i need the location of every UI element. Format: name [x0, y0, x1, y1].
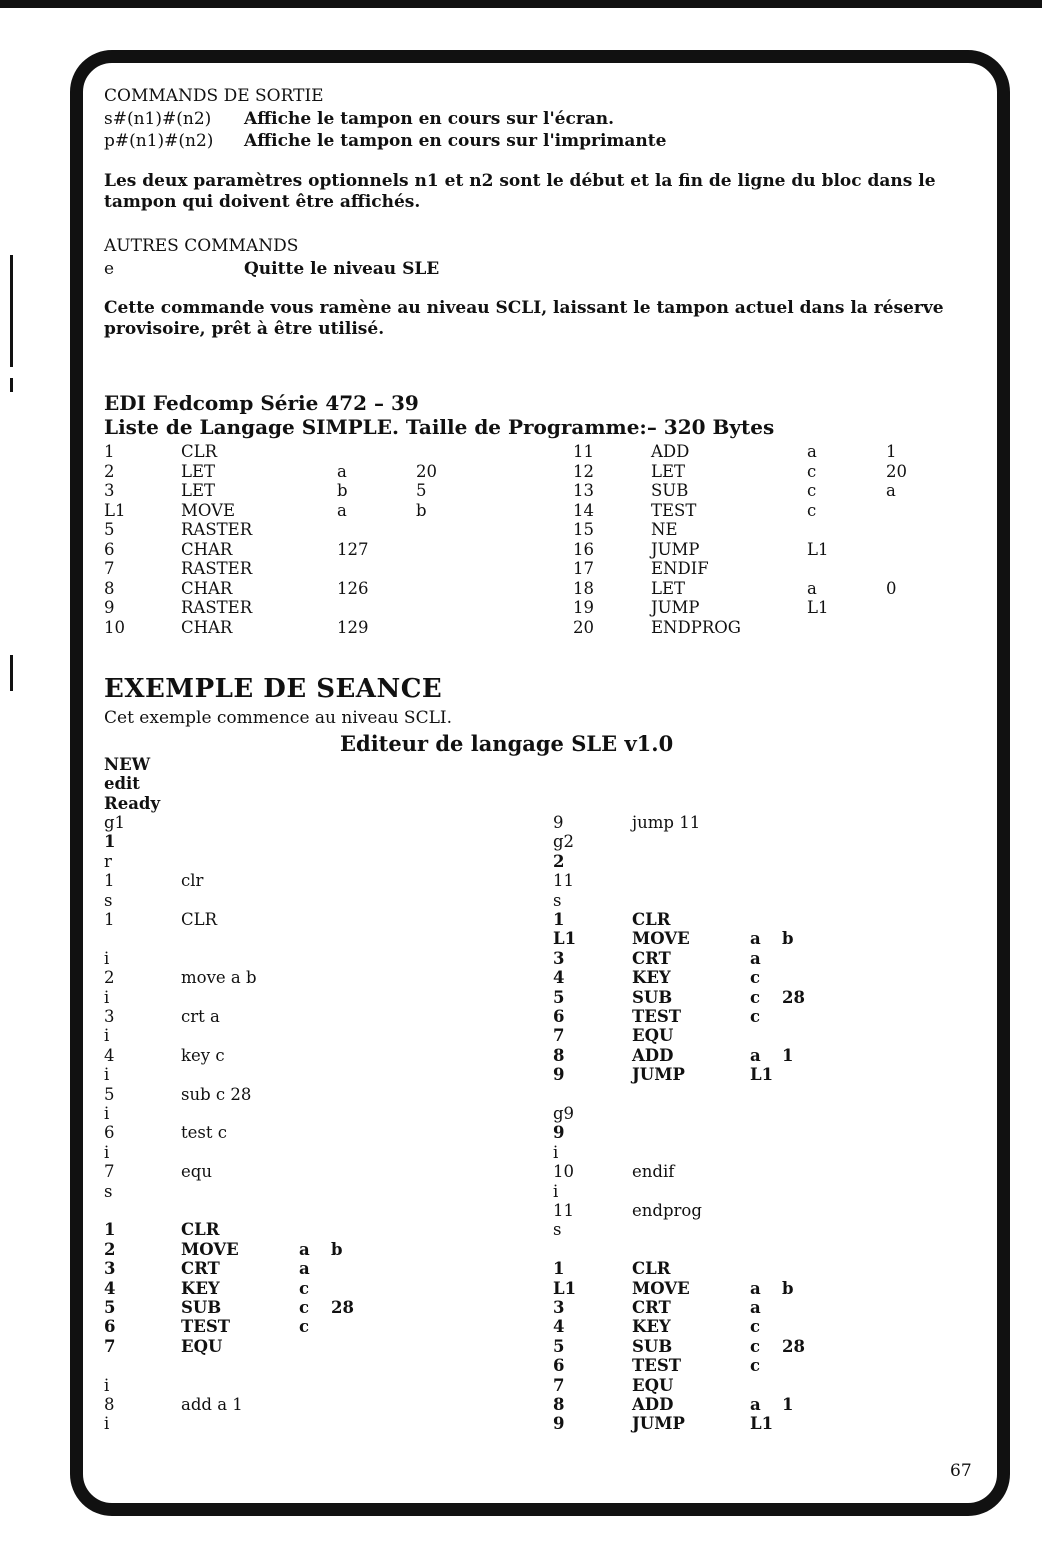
table-cell: a — [299, 1239, 310, 1259]
table-cell: c — [750, 987, 761, 1007]
command-code: p#(n1)#(n2) — [104, 131, 214, 151]
table-cell: CRT — [181, 1259, 220, 1279]
table-cell: MOVE — [181, 500, 236, 520]
table-cell: 7 — [553, 1026, 565, 1046]
margin-mark — [10, 655, 13, 691]
table-cell: 1 — [553, 910, 565, 929]
table-cell: s — [553, 1220, 562, 1240]
table-cell: TEST — [181, 1317, 231, 1337]
table-cell: 20 — [416, 461, 437, 481]
table-cell: ENDIF — [651, 559, 709, 578]
table-cell: i — [553, 1181, 559, 1201]
table-cell: s — [104, 890, 113, 910]
table-cell: i — [104, 1414, 110, 1434]
table-cell: KEY — [632, 968, 671, 988]
table-cell: 5 — [416, 481, 427, 500]
table-cell: 28 — [782, 1336, 805, 1356]
table-cell: equ — [181, 1162, 212, 1182]
table-cell: RASTER — [181, 559, 253, 578]
table-cell: 6 — [553, 1356, 565, 1376]
command-code: e — [104, 259, 115, 279]
table-cell: 129 — [337, 617, 369, 637]
table-cell: a — [750, 1045, 761, 1065]
table-cell: a — [299, 1259, 310, 1279]
table-cell: 0 — [886, 578, 897, 598]
table-cell: i — [104, 1375, 110, 1395]
table-cell: 8 — [553, 1045, 565, 1065]
table-cell: LET — [651, 461, 686, 481]
table-cell: i — [104, 987, 110, 1007]
example-title: EXEMPLE DE SEANCE — [104, 674, 443, 704]
table-cell: RASTER — [181, 598, 253, 617]
table-cell: 8 — [104, 1395, 115, 1414]
table-cell: 6 — [104, 1123, 115, 1143]
table-cell: a — [886, 481, 896, 500]
table-cell: 13 — [573, 481, 594, 500]
table-cell: test c — [181, 1123, 227, 1143]
table-cell: jump 11 — [632, 813, 701, 832]
table-cell: 15 — [573, 520, 594, 539]
table-cell: CRT — [632, 1298, 671, 1317]
example-subtitle: Editeur de langage SLE v1.0 — [340, 731, 674, 756]
command-description: Affiche le tampon en cours sur l'écran. — [244, 109, 615, 129]
table-cell: 20 — [886, 461, 907, 481]
table-cell: 5 — [104, 1084, 115, 1104]
table-cell: 1 — [104, 832, 116, 852]
table-cell: 11 — [553, 1201, 574, 1220]
table-cell: 3 — [553, 1298, 565, 1317]
paragraph: Les deux paramètres optionnels n1 et n2 sont le début et la fin de ligne du bloc dans le tampon qui doivent être affichés. — [104, 171, 936, 212]
table-cell: CLR — [181, 910, 218, 929]
table-cell: endprog — [632, 1201, 702, 1220]
table-cell: 2 — [553, 851, 565, 871]
table-cell: 10 — [553, 1162, 574, 1182]
table-cell: i — [104, 1104, 110, 1123]
table-cell: L1 — [750, 1414, 774, 1434]
table-cell: 3 — [104, 481, 115, 500]
table-cell: RASTER — [181, 520, 253, 539]
table-cell: 9 — [104, 598, 115, 617]
table-cell: 3 — [553, 948, 565, 968]
table-cell: 1 — [782, 1395, 794, 1414]
table-cell: JUMP — [651, 598, 700, 617]
paragraph: Cette commande vous ramène au niveau SCLI, laissant le tampon actuel dans la réserve provisoire, prêt à être utilisé. — [104, 298, 944, 339]
table-cell: i — [104, 948, 110, 968]
table-cell: L1 — [807, 598, 829, 617]
table-cell: MOVE — [181, 1239, 239, 1259]
table-cell: c — [807, 500, 817, 520]
table-cell: 7 — [104, 1336, 116, 1356]
table-cell: c — [750, 1356, 761, 1376]
table-cell: CLR — [181, 442, 218, 461]
table-cell: 7 — [104, 559, 115, 578]
page-number: 67 — [950, 1461, 972, 1481]
table-cell: 18 — [573, 578, 594, 598]
table-cell: c — [807, 461, 817, 481]
table-cell: clr — [181, 871, 204, 891]
table-cell: CLR — [632, 910, 671, 929]
table-cell: i — [553, 1142, 559, 1162]
table-cell: 5 — [553, 1336, 565, 1356]
command-description: Affiche le tampon en cours sur l'imprimante — [244, 131, 667, 151]
table-cell: g2 — [553, 832, 575, 852]
table-cell: 4 — [104, 1278, 116, 1298]
listing-title: EDI Fedcomp Série 472 – 39 — [104, 391, 419, 415]
table-cell: crt a — [181, 1007, 220, 1026]
table-cell: NE — [651, 520, 678, 539]
session-line: edit — [104, 774, 140, 793]
table-cell: SUB — [181, 1298, 222, 1317]
table-cell: a — [807, 578, 817, 598]
table-cell: 19 — [573, 598, 594, 617]
table-cell: c — [750, 968, 761, 988]
table-cell: 5 — [104, 520, 115, 539]
table-cell: a — [750, 948, 761, 968]
table-cell: s — [553, 890, 562, 910]
table-cell: EQU — [181, 1336, 223, 1356]
table-cell: KEY — [632, 1317, 671, 1337]
table-cell: ADD — [651, 442, 690, 461]
table-cell: a — [750, 1278, 761, 1298]
table-cell: 1 — [104, 871, 115, 891]
table-cell: a — [750, 929, 761, 949]
table-cell: c — [299, 1278, 310, 1298]
table-cell: i — [104, 1026, 110, 1046]
table-cell: a — [807, 442, 817, 461]
table-cell: a — [337, 500, 347, 520]
table-cell: 12 — [573, 461, 594, 481]
section-title: AUTRES COMMANDS — [104, 236, 299, 256]
table-cell: JUMP — [632, 1065, 685, 1085]
table-cell: 8 — [553, 1395, 565, 1414]
table-cell: s — [104, 1181, 113, 1201]
table-cell: 9 — [553, 813, 564, 832]
table-cell: 7 — [104, 1162, 115, 1182]
margin-mark — [10, 255, 13, 367]
table-cell: 3 — [104, 1259, 116, 1279]
table-cell: L1 — [807, 539, 829, 559]
table-cell: TEST — [632, 1007, 682, 1026]
table-cell: 20 — [573, 617, 594, 637]
table-cell: L1 — [104, 500, 126, 520]
table-cell: 17 — [573, 559, 594, 578]
table-cell: 9 — [553, 1065, 565, 1085]
table-cell: LET — [181, 461, 216, 481]
table-cell: g9 — [553, 1104, 575, 1123]
table-cell: MOVE — [632, 1278, 690, 1298]
table-cell: 126 — [337, 578, 369, 598]
table-cell: r — [104, 851, 112, 871]
table-cell: CLR — [632, 1259, 671, 1279]
table-cell: L1 — [750, 1065, 774, 1085]
table-cell: sub c 28 — [181, 1084, 252, 1104]
table-cell: c — [807, 481, 817, 500]
table-cell: 1 — [104, 1220, 116, 1240]
table-cell: c — [750, 1007, 761, 1026]
table-cell: 6 — [104, 539, 115, 559]
table-cell: 4 — [553, 1317, 565, 1337]
table-cell: c — [750, 1336, 761, 1356]
table-cell: b — [331, 1239, 343, 1259]
table-cell: 14 — [573, 500, 594, 520]
table-cell: a — [337, 461, 347, 481]
table-cell: 7 — [553, 1375, 565, 1395]
table-cell: 127 — [337, 539, 369, 559]
table-cell: a — [750, 1298, 761, 1317]
table-cell: b — [416, 500, 427, 520]
table-cell: MOVE — [632, 929, 690, 949]
command-description: Quitte le niveau SLE — [244, 259, 440, 279]
table-cell: JUMP — [651, 539, 700, 559]
table-cell: 5 — [104, 1298, 116, 1317]
table-cell: SUB — [632, 987, 673, 1007]
table-cell: CHAR — [181, 578, 233, 598]
table-cell: 1 — [104, 910, 115, 929]
table-cell: endif — [632, 1162, 675, 1182]
example-intro: Cet exemple commence au niveau SCLI. — [104, 708, 452, 728]
table-cell: 28 — [782, 987, 805, 1007]
table-cell: EQU — [632, 1026, 674, 1046]
table-cell: 9 — [553, 1414, 565, 1434]
session-line: Ready — [104, 794, 161, 813]
table-cell: 6 — [104, 1317, 116, 1337]
table-cell: 1 — [782, 1045, 794, 1065]
table-cell: ADD — [632, 1045, 674, 1065]
table-cell: b — [782, 1278, 794, 1298]
table-cell: 5 — [553, 987, 565, 1007]
table-cell: ADD — [632, 1395, 674, 1414]
table-cell: 4 — [553, 968, 565, 988]
table-cell: TEST — [632, 1356, 682, 1376]
table-cell: LET — [651, 578, 686, 598]
table-cell: c — [299, 1298, 310, 1317]
table-cell: L1 — [553, 1278, 577, 1298]
table-cell: add a 1 — [181, 1395, 243, 1414]
table-cell: 1 — [104, 442, 115, 461]
margin-mark — [10, 378, 13, 392]
table-cell: a — [750, 1395, 761, 1414]
table-cell: 2 — [104, 968, 115, 988]
table-cell: KEY — [181, 1278, 220, 1298]
table-cell: 11 — [553, 871, 574, 891]
listing-subtitle: Liste de Langage SIMPLE. Taille de Programme:– 320 Bytes — [104, 415, 775, 439]
table-cell: c — [750, 1317, 761, 1337]
table-cell: i — [104, 1065, 110, 1085]
table-cell: 28 — [331, 1298, 354, 1317]
table-cell: 2 — [104, 461, 115, 481]
table-cell: 4 — [104, 1045, 115, 1065]
table-cell: 1 — [886, 442, 897, 461]
table-cell: JUMP — [632, 1414, 685, 1434]
table-cell: CHAR — [181, 617, 233, 637]
table-cell: 11 — [573, 442, 594, 461]
table-cell: g1 — [104, 813, 126, 832]
table-cell: b — [782, 929, 794, 949]
section-title: COMMANDS DE SORTIE — [104, 86, 324, 106]
table-cell: 2 — [104, 1239, 116, 1259]
table-cell: 9 — [553, 1123, 565, 1143]
table-cell: 3 — [104, 1007, 115, 1026]
table-cell: key c — [181, 1045, 225, 1065]
table-cell: LET — [181, 481, 216, 500]
table-cell: b — [337, 481, 348, 500]
table-cell: 1 — [553, 1259, 565, 1279]
session-line: NEW — [104, 755, 151, 774]
table-cell: 8 — [104, 578, 115, 598]
table-cell: CRT — [632, 948, 671, 968]
table-cell: 16 — [573, 539, 594, 559]
table-cell: ENDPROG — [651, 617, 741, 637]
table-cell: CLR — [181, 1220, 220, 1240]
table-cell: move a b — [181, 968, 257, 988]
table-cell: SUB — [632, 1336, 673, 1356]
table-cell: c — [299, 1317, 310, 1337]
top-rule — [0, 0, 1042, 8]
table-cell: 6 — [553, 1007, 565, 1026]
table-cell: i — [104, 1142, 110, 1162]
table-cell: TEST — [651, 500, 697, 520]
table-cell: 10 — [104, 617, 125, 637]
table-cell: EQU — [632, 1375, 674, 1395]
table-cell: SUB — [651, 481, 689, 500]
command-code: s#(n1)#(n2) — [104, 109, 212, 129]
table-cell: CHAR — [181, 539, 233, 559]
table-cell: L1 — [553, 929, 577, 949]
